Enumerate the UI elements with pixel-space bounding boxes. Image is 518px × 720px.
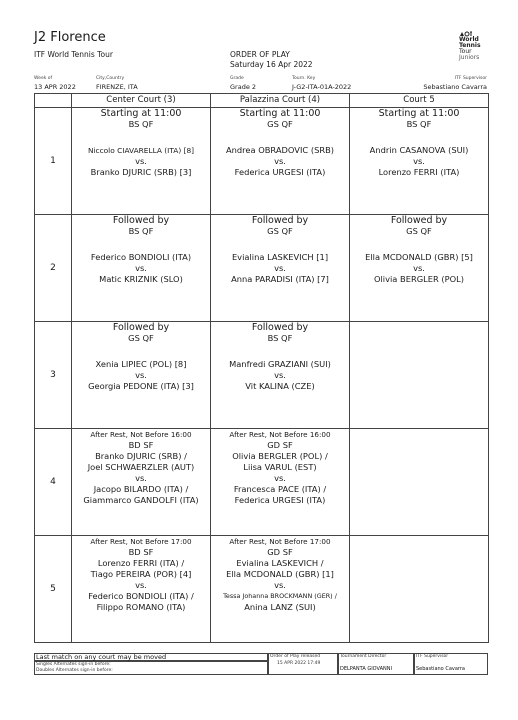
team-2-player-b: Federica URGESI (ITA) xyxy=(234,495,326,505)
release-label: Order of Play released xyxy=(270,654,321,659)
week-label: Week of xyxy=(34,76,53,81)
player-1: Manfredi GRAZIANI (SUI) xyxy=(229,359,331,369)
tournament-title: J2 Florence xyxy=(34,30,106,45)
match-cell xyxy=(211,215,350,322)
match-cell xyxy=(72,536,211,643)
team-2-player-a: Francesca PACE (ITA) / xyxy=(233,484,327,494)
footer-supervisor-label: ITF Supervisor xyxy=(416,654,449,659)
schedule-note: After Rest, Not Before 16:00 xyxy=(90,430,192,439)
player-1: Andrin CASANOVA (SUI) xyxy=(369,145,469,155)
match-cell xyxy=(211,108,350,215)
versus-label: vs. xyxy=(135,156,147,166)
player-1: Niccolo CIAVARELLA (ITA) [8] xyxy=(87,146,195,155)
release-timestamp: 15 APR 2022 17:49 xyxy=(277,661,321,666)
start-time: Followed by xyxy=(251,215,309,226)
round-label: BS QF xyxy=(267,333,293,343)
round-label: GS QF xyxy=(267,226,293,236)
player-1: Federico BONDIOLI (ITA) xyxy=(90,252,192,262)
logo-line-juniors: Juniors xyxy=(459,54,480,61)
order-of-play-label: ORDER OF PLAY xyxy=(230,50,290,59)
schedule-note: After Rest, Not Before 16:00 xyxy=(229,430,331,439)
round-label: BD SF xyxy=(128,440,154,450)
row-number: 3 xyxy=(35,322,72,429)
versus-label: vs. xyxy=(274,473,286,483)
player-2: Branko DJURIC (SRB) [3] xyxy=(90,167,192,177)
team-1-player-b: Tiago PEREIRA (POR) [4] xyxy=(90,569,192,579)
court-header-palazzina: Palazzina Court (4) xyxy=(211,94,350,108)
logo-line-tour: Tour xyxy=(459,48,472,55)
row-number: 4 xyxy=(35,429,72,536)
court-header-row xyxy=(35,94,489,108)
versus-label: vs. xyxy=(274,263,286,273)
team-1-player-a: Branko DJURIC (SRB) / xyxy=(95,451,187,461)
team-2-player-b: Giammarco GANDOLFI (ITA) xyxy=(83,495,199,505)
match-row xyxy=(35,108,489,215)
player-2: Matic KRIZNIK (SLO) xyxy=(99,274,183,284)
team-2-player-a: Jacopo BILARDO (ITA) / xyxy=(93,484,189,494)
start-time: Starting at 11:00 xyxy=(239,108,321,119)
player-2: Georgia PEDONE (ITA) [3] xyxy=(88,381,194,391)
team-1-player-b: Joel SCHWAERZLER (AUT) xyxy=(87,462,195,472)
player-2: Vit KALINA (CZE) xyxy=(245,381,315,391)
round-label: GD SF xyxy=(267,440,293,450)
row-number: 2 xyxy=(35,215,72,322)
match-cell xyxy=(72,215,211,322)
player-1: Andrea OBRADOVIC (SRB) xyxy=(225,145,335,155)
team-1-player-a: Lorenzo FERRI (ITA) / xyxy=(97,558,185,568)
empty-match-cell xyxy=(350,429,489,536)
versus-label: vs. xyxy=(135,473,147,483)
footer-supervisor-name: Sebastiano Cavarra xyxy=(416,666,465,672)
versus-label: vs. xyxy=(274,156,286,166)
tour-name: ITF World Tennis Tour xyxy=(34,50,113,59)
world-tennis-tour-juniors-logo xyxy=(459,31,493,61)
versus-label: vs. xyxy=(135,580,147,590)
match-cell xyxy=(350,215,489,322)
match-row xyxy=(35,322,489,429)
team-2-player-a: Federico BONDIOLI (ITA) / xyxy=(88,591,194,601)
footer xyxy=(34,653,488,675)
match-cell xyxy=(350,108,489,215)
round-label: GS QF xyxy=(267,119,293,129)
grade-label: Grade xyxy=(230,76,244,81)
start-time: Followed by xyxy=(390,215,448,226)
versus-label: vs. xyxy=(413,156,425,166)
versus-label: vs. xyxy=(135,263,147,273)
player-2: Federica URGESI (ITA) xyxy=(234,167,326,177)
team-2-player-a: Tessa Johanna BROCKMANN (GER) / xyxy=(223,592,337,600)
match-cell xyxy=(72,108,211,215)
start-time: Followed by xyxy=(251,322,309,333)
team-1-player-a: Evialina LASKEVICH / xyxy=(236,558,324,568)
tournament-key-value: J-G2-ITA-01A-2022 xyxy=(292,83,352,91)
player-2: Lorenzo FERRI (ITA) xyxy=(378,167,460,177)
player-1: Xenia LIPIEC (POL) [8] xyxy=(95,359,187,369)
schedule-note: After Rest, Not Before 17:00 xyxy=(90,537,192,546)
court-header-center: Center Court (3) xyxy=(72,94,211,108)
supervisor-label: ITF Supervisor xyxy=(454,76,487,81)
match-cell xyxy=(211,429,350,536)
logo-line-world: World xyxy=(459,36,479,43)
city-label: City,Country xyxy=(96,76,125,81)
versus-label: vs. xyxy=(274,580,286,590)
round-label: BS QF xyxy=(128,226,154,236)
team-1-player-b: Ella MCDONALD (GBR) [1] xyxy=(226,569,334,579)
player-2: Olivia BERGLER (POL) xyxy=(373,274,465,284)
versus-label: vs. xyxy=(135,370,147,380)
match-row xyxy=(35,429,489,536)
versus-label: vs. xyxy=(274,370,286,380)
tournament-key-label: Tourn. Key xyxy=(292,76,316,81)
round-label: GS QF xyxy=(128,333,154,343)
supervisor-value: Sebastiano Cavarra xyxy=(423,83,487,91)
round-label: BD SF xyxy=(128,547,154,557)
start-time: Followed by xyxy=(112,215,170,226)
director-name: DELPANTA GIOVANNI xyxy=(340,666,392,672)
doubles-alternates-label: Doubles Alternates sign-in before: xyxy=(36,668,113,673)
start-time: Followed by xyxy=(112,322,170,333)
row-number: 5 xyxy=(35,536,72,643)
row-number: 1 xyxy=(35,108,72,215)
round-label: GD SF xyxy=(267,547,293,557)
team-2-player-b: Anina LANZ (SUI) xyxy=(244,602,316,612)
round-label: BS QF xyxy=(406,119,432,129)
player-2: Anna PARADISI (ITA) [7] xyxy=(231,274,329,284)
versus-label: vs. xyxy=(413,263,425,273)
round-label: GS QF xyxy=(406,226,432,236)
player-1: Ella MCDONALD (GBR) [5] xyxy=(365,252,473,262)
last-match-note: Last match on any court may be moved xyxy=(36,653,167,661)
logo-line-tennis: Tennis xyxy=(459,42,481,49)
start-time: Starting at 11:00 xyxy=(100,108,182,119)
order-of-play-table xyxy=(34,93,489,643)
team-1-player-a: Olivia BERGLER (POL) / xyxy=(232,451,328,461)
round-label: BS QF xyxy=(128,119,154,129)
empty-match-cell xyxy=(350,536,489,643)
city-value: FIRENZE, ITA xyxy=(96,83,138,91)
week-value: 13 APR 2022 xyxy=(34,83,76,91)
grade-value: Grade 2 xyxy=(230,83,257,91)
director-label: Tournament Director xyxy=(340,654,387,659)
court-header-court5: Court 5 xyxy=(350,94,489,108)
start-time: Starting at 11:00 xyxy=(378,108,460,119)
match-row xyxy=(35,536,489,643)
empty-match-cell xyxy=(350,322,489,429)
match-cell xyxy=(211,322,350,429)
team-1-player-b: Liisa VARUL (EST) xyxy=(243,462,317,472)
team-2-player-b: Filippo ROMANO (ITA) xyxy=(96,602,186,612)
play-date: Saturday 16 Apr 2022 xyxy=(230,60,313,69)
match-cell xyxy=(72,429,211,536)
match-row xyxy=(35,215,489,322)
row-number-header xyxy=(35,94,72,108)
singles-alternates-label: Singles Alternates sign-in before: xyxy=(36,662,111,667)
match-cell xyxy=(211,536,350,643)
schedule-note: After Rest, Not Before 17:00 xyxy=(229,537,331,546)
match-cell xyxy=(72,322,211,429)
player-1: Evialina LASKEVICH [1] xyxy=(231,252,329,262)
